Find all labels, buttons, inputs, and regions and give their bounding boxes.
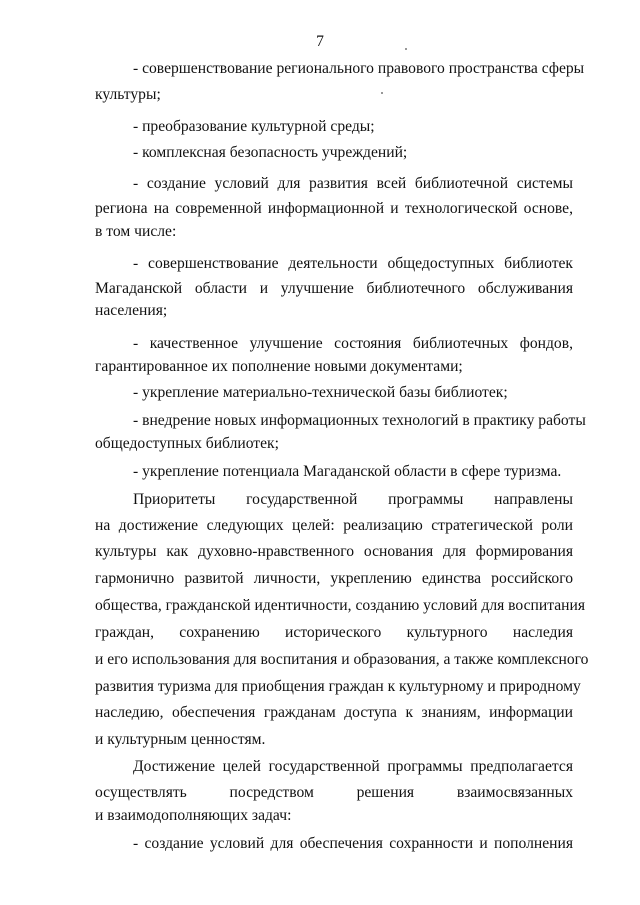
text-line: в том числе:: [95, 223, 177, 240]
text-line: - укрепление материально-технической базы библиотек;: [133, 384, 508, 401]
text-line: на достижение следующих целей: реализацию стратегической роли: [95, 517, 573, 534]
text-line: культуры;: [95, 86, 161, 103]
text-line: - преобразование культурной среды;: [133, 118, 375, 135]
text-line: населения;: [95, 302, 168, 319]
text-line: Приоритеты государственной программы направлены: [133, 491, 573, 508]
text-line: - создание условий для обеспечения сохранности и пополнения: [133, 835, 573, 852]
text-line: - создание условий для развития всей библиотечной системы: [133, 175, 573, 192]
text-line: культуры как духовно-нравственного основания для формирования: [95, 543, 573, 560]
text-line: граждан, сохранению исторического культурного наследия: [95, 624, 573, 641]
text-line: - качественное улучшение состояния библиотечных фондов,: [133, 335, 573, 352]
text-line: - внедрение новых информационных технологий в практику работы: [133, 412, 586, 429]
text-line: и его использования для воспитания и образования, а также комплексного: [95, 651, 589, 668]
text-line: - комплексная безопасность учреждений;: [133, 144, 408, 161]
text-line: Достижение целей государственной программы предполагается: [133, 758, 573, 775]
text-line: и взаимодополняющих задач:: [95, 807, 292, 824]
text-line: - укрепление потенциала Магаданской области в сфере туризма.: [133, 463, 562, 480]
page-number: 7: [316, 33, 324, 50]
scan-speck: [405, 48, 407, 50]
text-line: - совершенствование регионального правового пространства сферы: [133, 60, 585, 77]
text-line: гарантированное их пополнение новыми документами;: [95, 358, 463, 375]
scan-speck: [381, 92, 383, 94]
text-line: Магаданской области и улучшение библиотечного обслуживания: [95, 280, 573, 297]
text-line: региона на современной информационной и технологической основе,: [95, 200, 573, 217]
text-line: развития туризма для приобщения граждан к культурному и природному: [95, 678, 581, 695]
text-line: наследию, обеспечения гражданам доступа к знаниям, информации: [95, 704, 573, 721]
text-line: и культурным ценностям.: [95, 731, 266, 748]
text-line: гармонично развитой личности, укреплению единства российского: [95, 570, 573, 587]
text-line: осуществлять посредством решения взаимосвязанных: [95, 784, 573, 801]
text-line: общедоступных библиотек;: [95, 435, 279, 452]
text-line: общества, гражданской идентичности, созданию условий для воспитания: [95, 597, 586, 614]
text-line: - совершенствование деятельности общедоступных библиотек: [133, 255, 573, 272]
